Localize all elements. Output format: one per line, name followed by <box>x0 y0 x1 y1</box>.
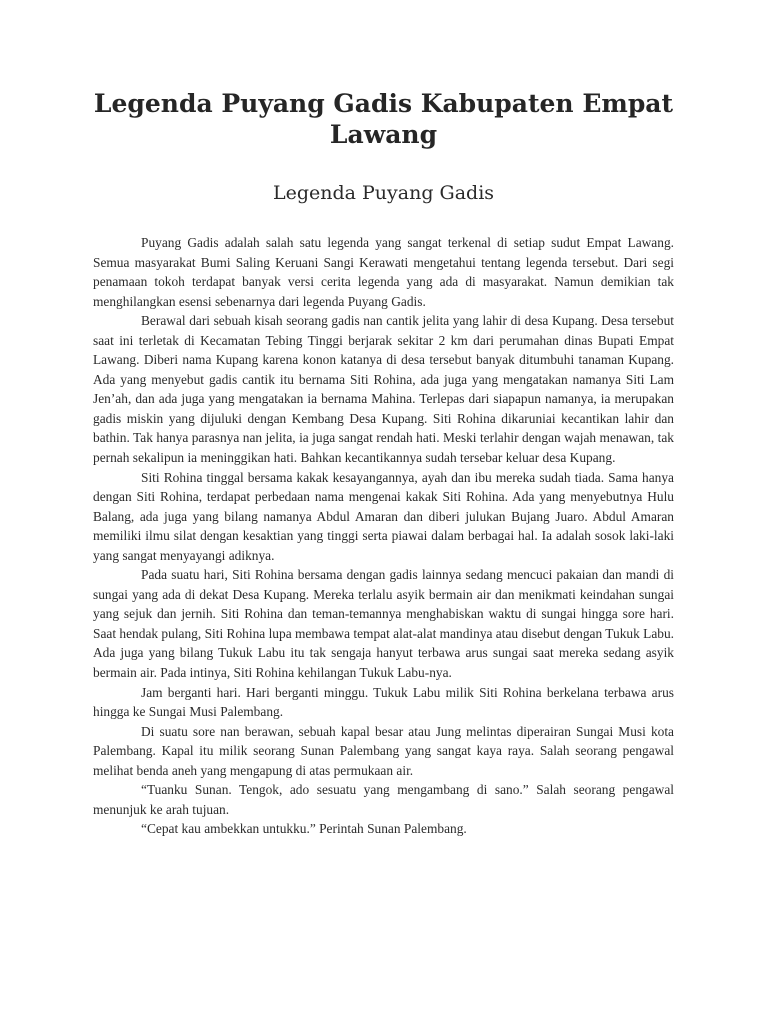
paragraph: Siti Rohina tinggal bersama kakak kesayangannya, ayah dan ibu mereka sudah tiada. Sama hanya dengan Siti Rohina, terdapat perbedaan nama mengenai kakak Siti Rohina. Ada yang menyebutnya Hulu Balang, ada juga yang bilang namanya Abdul Amaran dan diberi julukan Bujang Juaro. Abdul Amaran memiliki ilmu silat dengan kesaktian yang tinggi serta piawai dalam berbagai hal. Ia adalah sosok laki-laki yang sangat menyayangi adiknya. <box>93 469 674 563</box>
document-body <box>93 233 674 839</box>
paragraph: Puyang Gadis adalah salah satu legenda yang sangat terkenal di setiap sudut Empat Lawang. Semua masyarakat Bumi Saling Keruani Sangi Kerawati mengetahui tentang legenda tersebut. Dari segi penamaan tokoh terdapat banyak versi cerita legenda yang ada di masyarakat. Namun demikian tak menghilangkan esensi sebenarnya dari legenda Puyang Gadis. <box>93 235 674 309</box>
document-page <box>93 0 674 839</box>
paragraph: Pada suatu hari, Siti Rohina bersama dengan gadis lainnya sedang mencuci pakaian dan mandi di sungai yang ada di dekat Desa Kupang. Mereka terlalu asyik bermain air dan menikmati keindahan sungai yang sejuk dan jernih. Siti Rohina dan teman-temannya menghabiskan waktu di sungai hingga sore hari. Saat hendak pulang, Siti Rohina lupa membawa tempat alat-alat mandinya atau disebut dengan Tukuk Labu. Ada juga yang bilang Tukuk Labu itu tak sengaja hanyut terbawa arus sungai saat mereka sedang asyik bermain air. Pada intinya, Siti Rohina kehilangan Tukuk Labu-nya. <box>93 567 674 681</box>
document-subtitle: Legenda Puyang Gadis <box>272 182 495 204</box>
paragraph: Jam berganti hari. Hari berganti minggu. Tukuk Labu milik Siti Rohina berkelana terbawa arus hingga ke Sungai Musi Palembang. <box>93 684 674 720</box>
paragraph: Di suatu sore nan berawan, sebuah kapal besar atau Jung melintas diperairan Sungai Musi kota Palembang. Kapal itu milik seorang Sunan Palembang yang sangat kaya raya. Salah seorang pengawal melihat benda aneh yang mengapung di atas permukaan air. <box>93 723 674 778</box>
document-title: Legenda Puyang Gadis Kabupaten Empat Lawang <box>93 89 674 149</box>
paragraph: “Cepat kau ambekkan untukku.” Perintah Sunan Palembang. <box>141 821 467 837</box>
paragraph: Berawal dari sebuah kisah seorang gadis nan cantik jelita yang lahir di desa Kupang. Desa tersebut saat ini terletak di Kecamatan Tebing Tinggi berjarak sekitar 2 km dari perumahan dinas Bupati Empat Lawang. Diberi nama Kupang karena konon katanya di desa tersebut banyak ditumbuhi tanaman Kupang. Ada yang menyebut gadis cantik itu bernama Siti Rohina, ada juga yang mengatakan namanya Siti Lam Jen’ah, dan ada juga yang mengatakan ia bernama Mahina. Terlepas dari siapapun namanya, ia merupakan gadis miskin yang dijuluki dengan Kembang Desa Kupang. Siti Rohina dikaruniai kecantikan lahir dan bathin. Tak hanya parasnya nan jelita, ia juga sangat rendah hati. Meski terlahir dengan wajah menawan, tak pernah sekalipun ia meninggikan hati. Bahkan kecantikannya sudah tersebar keluar desa Kupang. <box>93 313 674 466</box>
paragraph: “Tuanku Sunan. Tengok, ado sesuatu yang mengambang di sano.” Salah seorang pengawal menunjuk ke arah tujuan. <box>93 782 674 817</box>
